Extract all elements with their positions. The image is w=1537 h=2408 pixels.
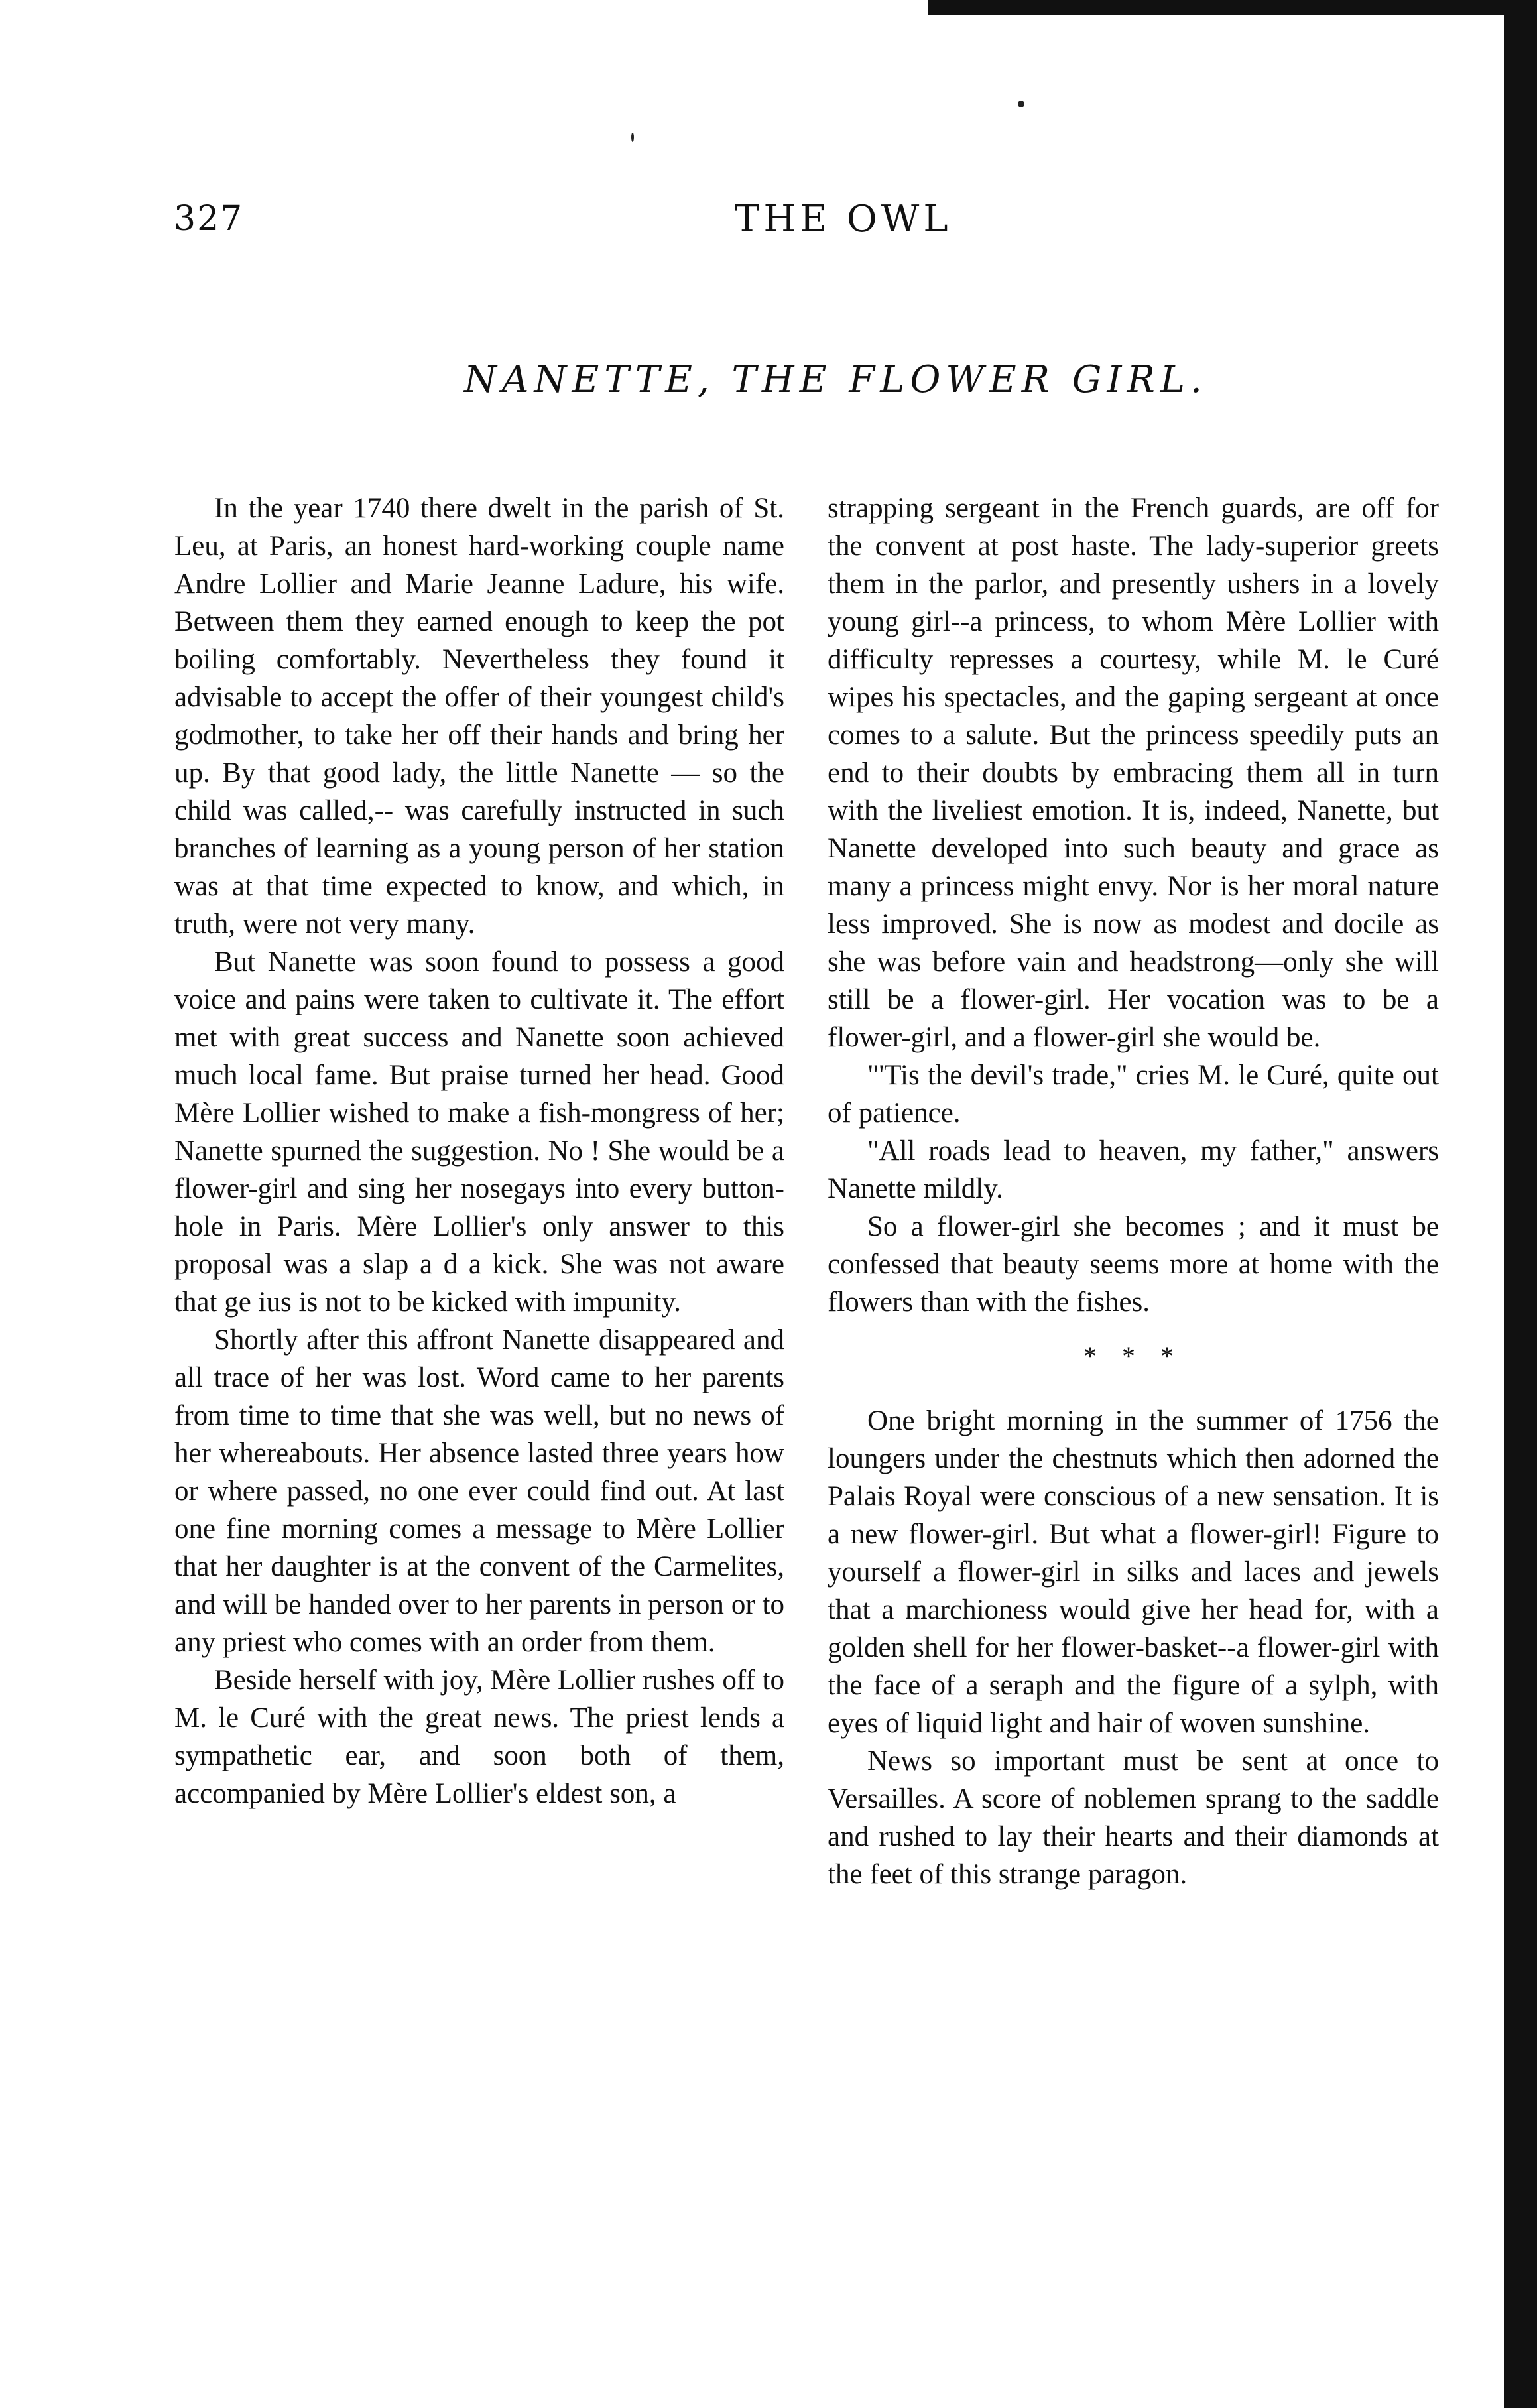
article-title: NANETTE, THE FLOWER GIRL. — [464, 358, 1207, 401]
paragraph: But Nanette was soon found to possess a good voice and pains were taken to cultivate it. The effort met with great success and Nanette soon achieved much local fame. But praise turned her head. Good Mère Lollier wished to make a fish-mongress of her; Nanette spurned the suggestion. No ! She would be a flower-girl and sing her nosegays into every button-hole in Paris. Mère Lollier's only answer to this proposal was a slap a d a kick. She was not aware that ge ius is not to be kicked with impunity. — [174, 946, 784, 1318]
right-column — [828, 489, 1439, 2255]
paragraph: So a flower-girl she becomes ; and it must be confessed that beauty seems more at home with the flowers than with the fishes. — [828, 1211, 1439, 1318]
paragraph: In the year 1740 there dwelt in the parish of St. Leu, at Paris, an honest hard-working couple name Andre Lollier and Marie Jeanne Ladure, his wife. Between them they earned enough to keep the pot boiling comfortably. Nevertheless they found it advisable to accept the offer of their youngest child's godmother, to take her off their hands and bring her up. By that good lady, the little Nanette — so the child was called,-- was carefully instructed in such branches of learning as a young person of her station was at that time expected to know, and which, in truth, were not very many. — [174, 493, 784, 940]
page-number: 327 — [174, 199, 244, 239]
scan-edge-right — [1504, 0, 1537, 2408]
paragraph: "'Tis the devil's trade," cries M. le Curé, quite out of patience. — [828, 1060, 1439, 1129]
scan-speck — [1018, 101, 1024, 107]
paragraph: News so important must be sent at once to Versailles. A score of noblemen sprang to the saddle and rushed to lay their hearts and their diamonds at the feet of this strange paragon. — [828, 1745, 1439, 1890]
section-break: * * * — [1083, 1341, 1183, 1371]
left-column — [174, 489, 784, 2255]
paragraph-continued: strapping sergeant in the French guards, are off for the convent at post haste. The lady-superior greets them in the parlor, and presently ushers in a lovely young girl--a princess, to whom Mère Lollier with difficulty represses a courtesy, while M. le Curé wipes his spectacles, and the gaping sergeant at once comes to a salute. But the princess speedily puts an end to their doubts by embracing them all in turn with the liveliest emotion. It is, indeed, Nanette, but Nanette developed into such beauty and grace as many a princess might envy. Nor is her moral nature less improved. She is now as modest and docile as she was before vain and headstrong—only she will still be a flower-girl. Her vocation was to be a flower-girl, and a flower-girl she would be. — [828, 493, 1439, 1053]
paragraph: One bright morning in the summer of 1756 the loungers under the chestnuts which then adorned the Palais Royal were conscious of a new sensation. It is a new flower-girl. But what a flower-girl! Figure to yourself a flower-girl in silks and laces and jewels that a marchioness would give her head for, with a golden shell for her flower-basket--a flower-girl with the face of a seraph and the figure of a sylph, with eyes of liquid light and hair of woven sunshine. — [828, 1405, 1439, 1739]
paragraph: "All roads lead to heaven, my father," answers Nanette mildly. — [828, 1135, 1439, 1204]
paragraph: Shortly after this affront Nanette disappeared and all trace of her was lost. Word came to her parents from time to time that she was well, but no news of her whereabouts. Her absence lasted three years how or where passed, no one ever could find out. At last one fine morning comes a message to Mère Lollier that her daughter is at the convent of the Carmelites, and will be handed over to her parents in person or to any priest who comes with an order from them. — [174, 1324, 784, 1658]
running-head: THE OWL — [735, 198, 952, 241]
scan-speck — [631, 133, 634, 142]
scan-edge-top — [928, 0, 1537, 15]
paragraph: Beside herself with joy, Mère Lollier rushes off to M. le Curé with the great news. The priest lends a sympathetic ear, and soon both of them, accompanied by Mère Lollier's eldest son, a — [174, 1665, 784, 1809]
